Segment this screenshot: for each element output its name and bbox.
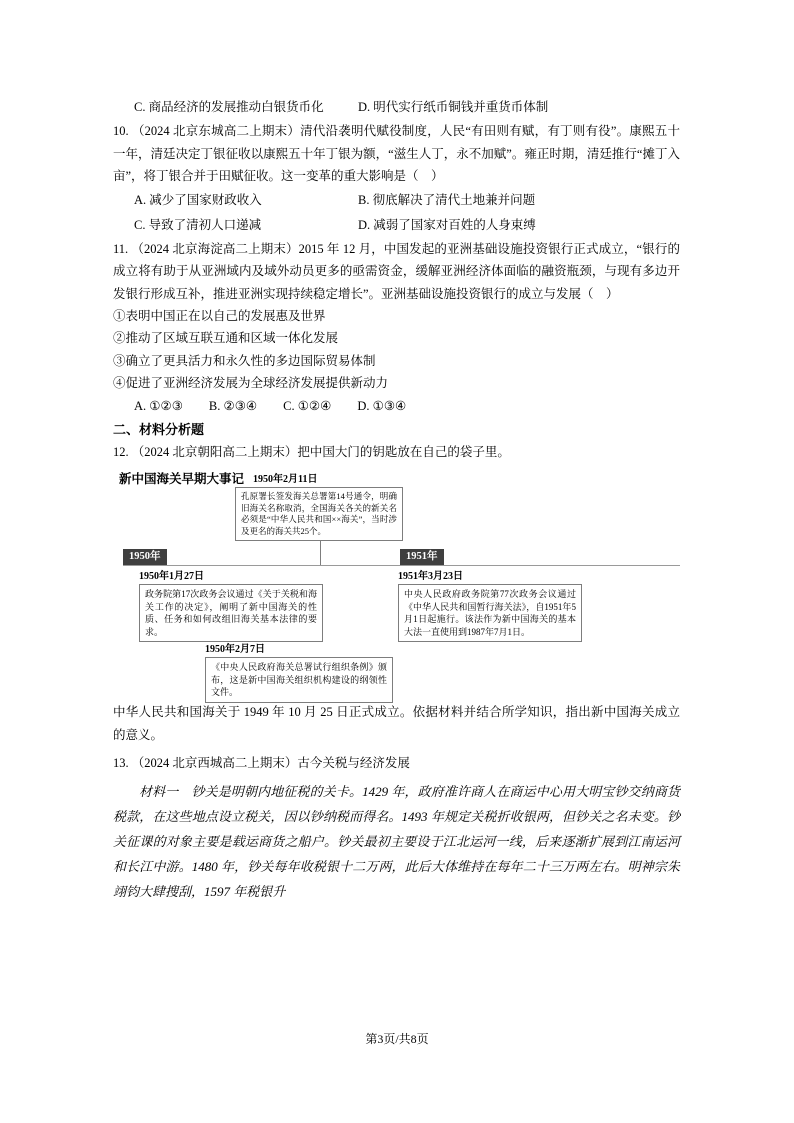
timeline-event-text: 政务院第17次政务会议通过《关于关税和海关工作的决定》，阐明了新中国海关的性质、任务和如何改组旧海关基本法律的要求。	[139, 584, 323, 642]
question-9-option-c: C. 商品经济的发展推动白银货币化	[134, 100, 324, 114]
timeline-year-1951: 1951年	[400, 549, 444, 565]
question-10-option-a: A. 减少了国家财政收入	[134, 192, 262, 207]
page-footer: 第3页/共8页	[365, 1032, 429, 1046]
question-10-options-row-1	[113, 188, 680, 213]
question-11-item-2: ②推动了区域互联互通和区域一体化发展	[113, 331, 339, 346]
timeline-event-1950-02-11	[235, 473, 403, 541]
timeline-event-date: 1950年2月7日	[205, 644, 265, 656]
timeline-axis-line	[123, 565, 680, 566]
question-9-options-row	[113, 95, 680, 120]
timeline-event-date: 1951年3月23日	[398, 571, 463, 583]
question-10-option-b: B. 彻底解决了清代土地兼并问题	[358, 192, 536, 207]
timeline-event-date: 1950年2月11日	[253, 474, 318, 486]
question-11-item-1: ①表明中国正在以自己的发展惠及世界	[113, 309, 326, 323]
question-11-items	[113, 305, 680, 395]
timeline-connector-line	[320, 541, 321, 565]
question-12-stem: 12. （2024 北京朝阳高二上期末）把中国大门的钥匙放在自己的袋子里。	[113, 444, 510, 459]
question-11-item-4: ④促进了亚洲经济发展为全球经济发展提供新动力	[113, 376, 389, 391]
question-11-answer-d: D. ①③④	[357, 398, 407, 413]
timeline-event-text: 中央人民政府政务院第77次政务会议通过《中华人民共和国暂行海关法》，自1951年5月1日起施行。该法作为新中国海关的基本大法一直使用到1987年7月1日。	[398, 584, 582, 642]
question-10-options-row-2	[113, 213, 680, 238]
question-11-item-3: ③确立了更具活力和永久性的多边国际贸易体制	[113, 353, 376, 368]
question-11-stem: 11. （2024 北京海淀高二上期末）2015 年 12 月，中国发起的亚洲基础设施投资银行正式成立，“银行的成立将有助于从亚洲域内及域外动员更多的亟需资金，缓解亚洲经济体面临的融资瓶颈，与现有多边开发银行形成互补，推进亚洲实现持续稳定增长”。亚洲基础设施投资银行的成立与发展（ ）	[113, 241, 680, 301]
timeline-event-text: 《中央人民政府海关总署试行组织条例》颁布，这是新中国海关组织机构建设的纲领性文件。	[205, 657, 393, 703]
timeline-title: 新中国海关早期大事记	[119, 472, 245, 487]
question-9-option-d: D. 明代实行纸币铜钱并重货币体制	[358, 100, 549, 114]
timeline-event-date: 1950年1月27日	[139, 571, 204, 583]
question-10-option-c: C. 导致了清初人口递减	[134, 217, 262, 232]
question-11-answer-b: B. ②③④	[208, 398, 258, 413]
section-2-title: 二、材料分析题	[113, 421, 205, 437]
question-10-stem: 10. （2024 北京东城高二上期末）清代沿袭明代赋役制度，人民“有田则有赋，有丁则有役”。康熙五十一年，清廷决定丁银征收以康熙五十年丁银为额，“滋生人丁，永不加赋”。雍正时期，清廷推行“摊丁入亩”，将丁银合并于田赋征收。这一变革的重大影响是（ ）	[113, 124, 680, 183]
timeline-event-1950-02-07	[205, 643, 393, 703]
question-11-answer-a: A. ①②③	[134, 398, 183, 413]
customs-timeline-figure	[113, 467, 680, 699]
page-content	[113, 95, 680, 904]
timeline-event-1951-03-23	[398, 570, 582, 642]
question-13-material-1: 材料一 钞关是明朝内地征税的关卡。1429 年，政府准许商人在商运中心用大明宝钞交纳商货税款，在这些地点设立税关，因以钞纳税而得名。1493 年规定关税折收银两，但钞关之名未变。钞关征课的对象主要是载运商货之船户。钞关最初主要设于江北运河一线，后来逐渐扩展到江南运河和长江中游。1480 年，钞关每年收税银十二万两，此后大体维持在每年二十三万两左右。明神宗朱翊钧大肆搜刮，1597 年税银升	[113, 783, 680, 899]
timeline-year-1950: 1950年	[123, 549, 167, 565]
question-12-task: 中华人民共和国海关于 1949 年 10 月 25 日正式成立。依据材料并结合所学知识，指出新中国海关成立的意义。	[113, 705, 680, 742]
question-10-option-d: D. 减弱了国家对百姓的人身束缚	[358, 217, 536, 232]
question-13-stem: 13. （2024 北京西城高二上期末）古今关税与经济发展	[113, 756, 410, 771]
question-11-answer-c: C. ①②④	[283, 398, 332, 413]
timeline-event-text: 孔原署长签发海关总署第14号通令，明确旧海关名称取消，全国海关各关的新关名必须是“中华人民共和国××海关”，当时涉及更名的海关共25个。	[235, 487, 403, 541]
question-11-answer-options	[113, 395, 680, 418]
timeline-event-1950-01-27	[139, 570, 323, 642]
